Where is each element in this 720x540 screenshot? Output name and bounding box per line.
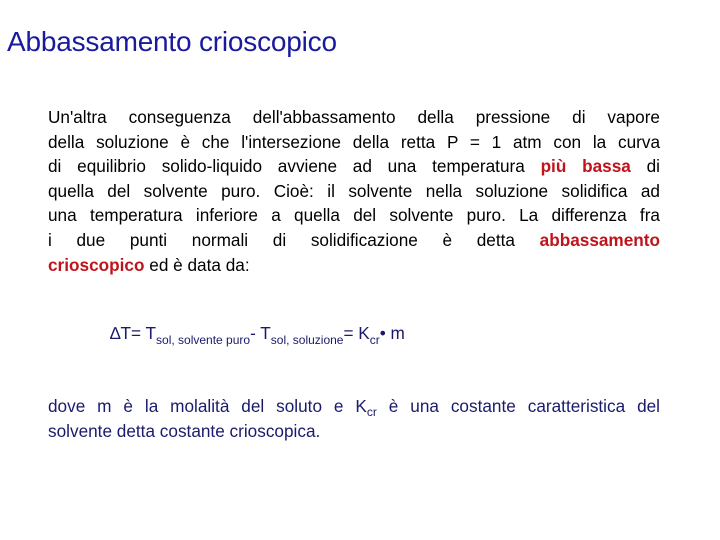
paragraph-line [48, 228, 660, 253]
paragraph-line [48, 130, 660, 155]
paragraph-text: Un'altra conseguenza dell'abbassamento della pressione di vapore [48, 107, 660, 127]
paragraph-text: quella del solvente puro. Cioè: il solvente nella soluzione solidifica ad [48, 180, 660, 201]
paragraph-text: di equilibrio solido-liquido avviene ad una temperatura [48, 156, 541, 177]
emphasis-text: più bassa [540, 156, 631, 177]
constant-subscript: cr [366, 405, 377, 419]
formula-subscript-solvent: sol, solvente puro [156, 333, 251, 347]
emphasis-text: abbassamento [539, 229, 660, 250]
formula-minus-t: - T [250, 323, 271, 343]
formula-equals-k: = K [343, 323, 370, 343]
definition-paragraph [48, 394, 660, 443]
paragraph-line [48, 154, 660, 179]
slide-title: Abbassamento crioscopico [7, 26, 337, 57]
intro-paragraph [48, 105, 660, 277]
paragraph-line [48, 394, 660, 419]
formula-subscript-solution: sol, soluzione [270, 333, 344, 347]
paragraph-text: di [630, 156, 660, 177]
paragraph-text: è una costante caratteristica del [376, 396, 661, 416]
paragraph-text: i due punti normali di solidificazione è detta [48, 229, 540, 250]
emphasis-text: crioscopico [48, 254, 145, 275]
formula-subscript-cr: cr [369, 333, 380, 347]
paragraph-line [48, 419, 660, 444]
paragraph-text: della soluzione è che l'intersezione della retta P = 1 atm con la curva [48, 131, 660, 152]
paragraph-text: una temperatura inferiore a quella del solvente puro. La differenza fra [48, 205, 660, 226]
paragraph-line [48, 253, 660, 278]
paragraph-line [48, 105, 660, 130]
paragraph-line [48, 203, 660, 228]
paragraph-text: dove m è la molalità del soluto e K [48, 396, 367, 416]
paragraph-text: solvente detta costante crioscopica. [48, 420, 321, 441]
formula-delta-t: ∆T= T [110, 323, 157, 343]
paragraph-text: ed è data da: [144, 254, 250, 275]
paragraph-line [48, 179, 660, 204]
formula-times-m: • m [379, 323, 405, 343]
cryoscopic-formula [110, 323, 405, 347]
